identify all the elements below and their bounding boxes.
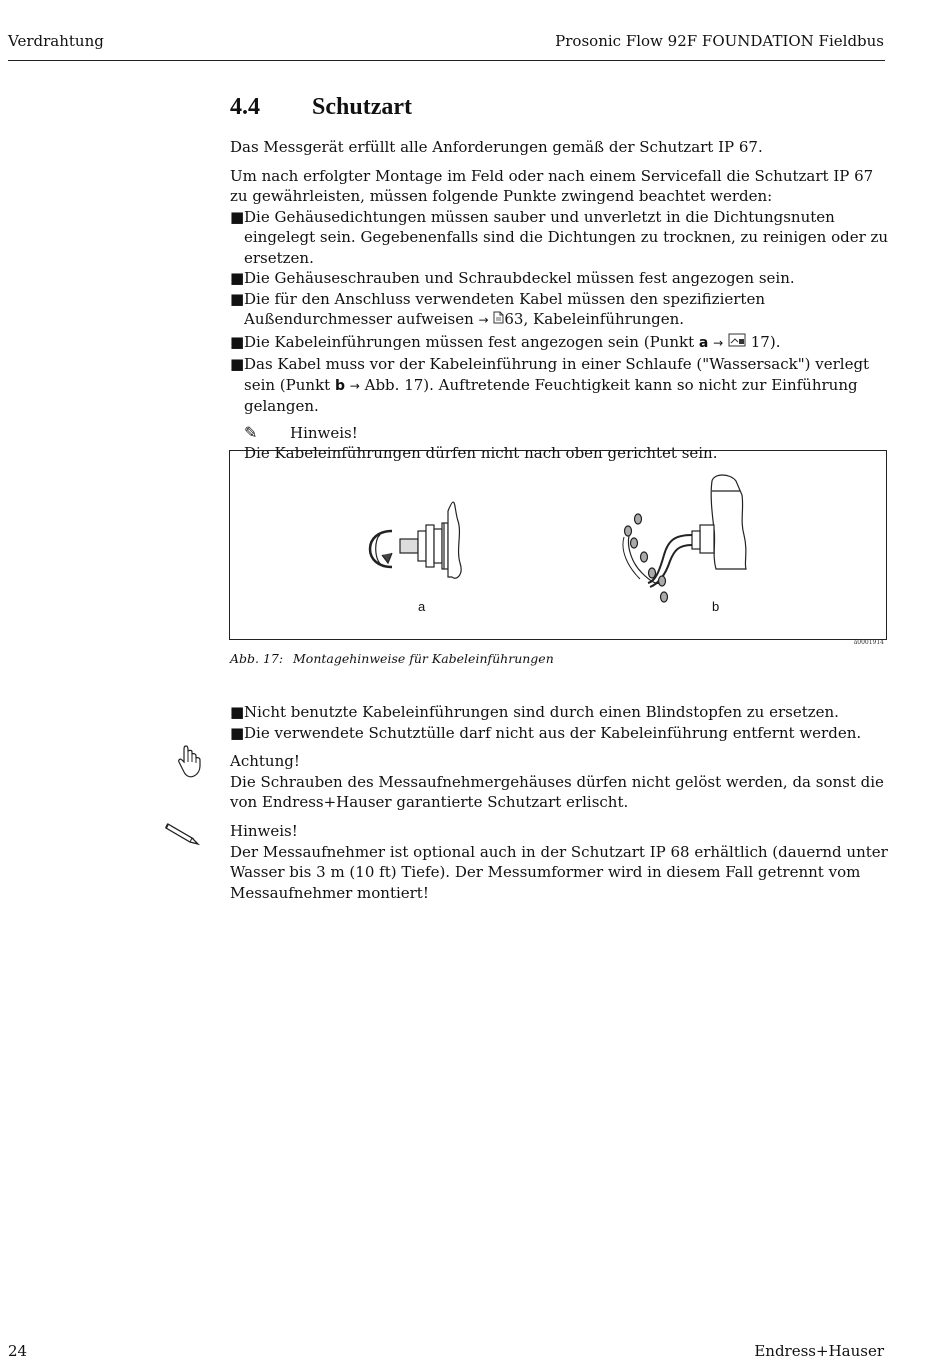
body-block-1 [230, 137, 890, 464]
running-header-product: Prosonic Flow 92F FOUNDATION Fieldbus [555, 32, 884, 50]
figure-caption [230, 651, 554, 666]
pencil-icon [164, 820, 202, 850]
note2-title: Hinweis! [230, 822, 298, 840]
figure-label-b: b [712, 599, 720, 614]
requirements-paragraph: Um nach erfolgter Montage im Feld oder nach einem Servicefall die Schutzart IP 67 zu gewährleisten, müssen folgende Punkte zwingend beachtet werden: [230, 166, 874, 205]
page-reference-icon [493, 311, 504, 332]
arrow-icon: → [713, 335, 724, 350]
cable-gland-illustration [230, 451, 886, 639]
requirements-list [230, 207, 890, 417]
list-item: ■ Die Gehäusedichtungen müssen sauber und unverletzt in die Dichtungsnuten eingelegt sein. Gegebenenfalls sind die Dichtungen zu trocknen, zu reinigen oder zu ersetzen. [230, 207, 889, 267]
note-title: Hinweis! [290, 423, 358, 442]
caption-number: Abb. 17: [230, 651, 284, 666]
figure-label-a: a [418, 599, 426, 614]
section-number: 4.4 [230, 94, 260, 120]
list-item: ■ Die für den Anschluss verwendeten Kabel müssen den spezifizierten Außendurchmesser aufweisen → 63, Kabeleinführungen. [230, 289, 890, 332]
page-reference[interactable]: 63 [504, 310, 524, 328]
figure-reference[interactable]: Abb. 17 [364, 375, 424, 394]
figure-reference[interactable]: 17 [750, 332, 770, 351]
body-block-2 [230, 702, 890, 743]
figure-frame [229, 450, 887, 640]
caution-block [230, 751, 890, 813]
figure-reference-icon [728, 333, 746, 355]
list-item: ■ Die Kabeleinführungen müssen fest angezogen sein (Punkt a → 17). [230, 332, 890, 355]
list-item: ■ Die verwendete Schutztülle darf nicht aus der Kabeleinführung entfernt werden. [230, 723, 862, 742]
arrow-icon: → [478, 313, 489, 327]
caution-title: Achtung! [230, 752, 300, 770]
figure-id: a0001914 [853, 639, 884, 646]
point-label: a [698, 334, 709, 351]
note-body: Die Kabeleinführungen dürfen nicht nach oben gerichtet sein. [244, 444, 718, 462]
section-title: Schutzart [312, 94, 412, 120]
caution-body: Die Schrauben des Messaufnehmergehäuses dürfen nicht gelöst werden, da sonst die von Endress+Hauser garantierte Schutzart erlischt. [230, 772, 884, 811]
gland-list [230, 702, 890, 743]
intro-paragraph: Das Messgerät erfüllt alle Anforderungen gemäß der Schutzart IP 67. [230, 138, 763, 156]
water-loop-illustration [623, 475, 746, 602]
header-rule [8, 60, 885, 61]
list-item: ■ Nicht benutzte Kabeleinführungen sind durch einen Blindstopfen zu ersetzen. [230, 703, 839, 721]
note2-block [230, 821, 890, 903]
point-label: b [334, 377, 345, 394]
section-heading [230, 94, 412, 121]
tightening-illustration [370, 502, 461, 578]
note2-body: Der Messaufnehmer ist optional auch in der Schutzart IP 68 erhältlich (dauernd unter Wasser bis 3 m (10 ft) Tiefe). Der Messumformer wird in diesem Fall getrennt vom Messaufnehmer montiert! [230, 842, 888, 902]
running-header-chapter: Verdrahtung [8, 32, 104, 50]
note-header [230, 423, 890, 444]
footer-brand: Endress+Hauser [754, 1342, 884, 1360]
caution-hand-icon [170, 744, 204, 784]
pencil-icon: ✎ [244, 422, 258, 442]
page-number: 24 [8, 1342, 28, 1360]
list-item: ■ Die Gehäuseschrauben und Schraubdeckel müssen fest angezogen sein. [230, 269, 795, 287]
list-item: ■ Das Kabel muss vor der Kabeleinführung in einer Schlaufe ("Wassersack") verlegt sein (Punkt b → Abb. 17). Auftretende Feuchtigkeit kann so nicht zur Einführung gelangen. [230, 355, 870, 415]
caption-text: Montagehinweise für Kabeleinführungen [293, 651, 554, 666]
arrow-icon: → [349, 378, 360, 393]
